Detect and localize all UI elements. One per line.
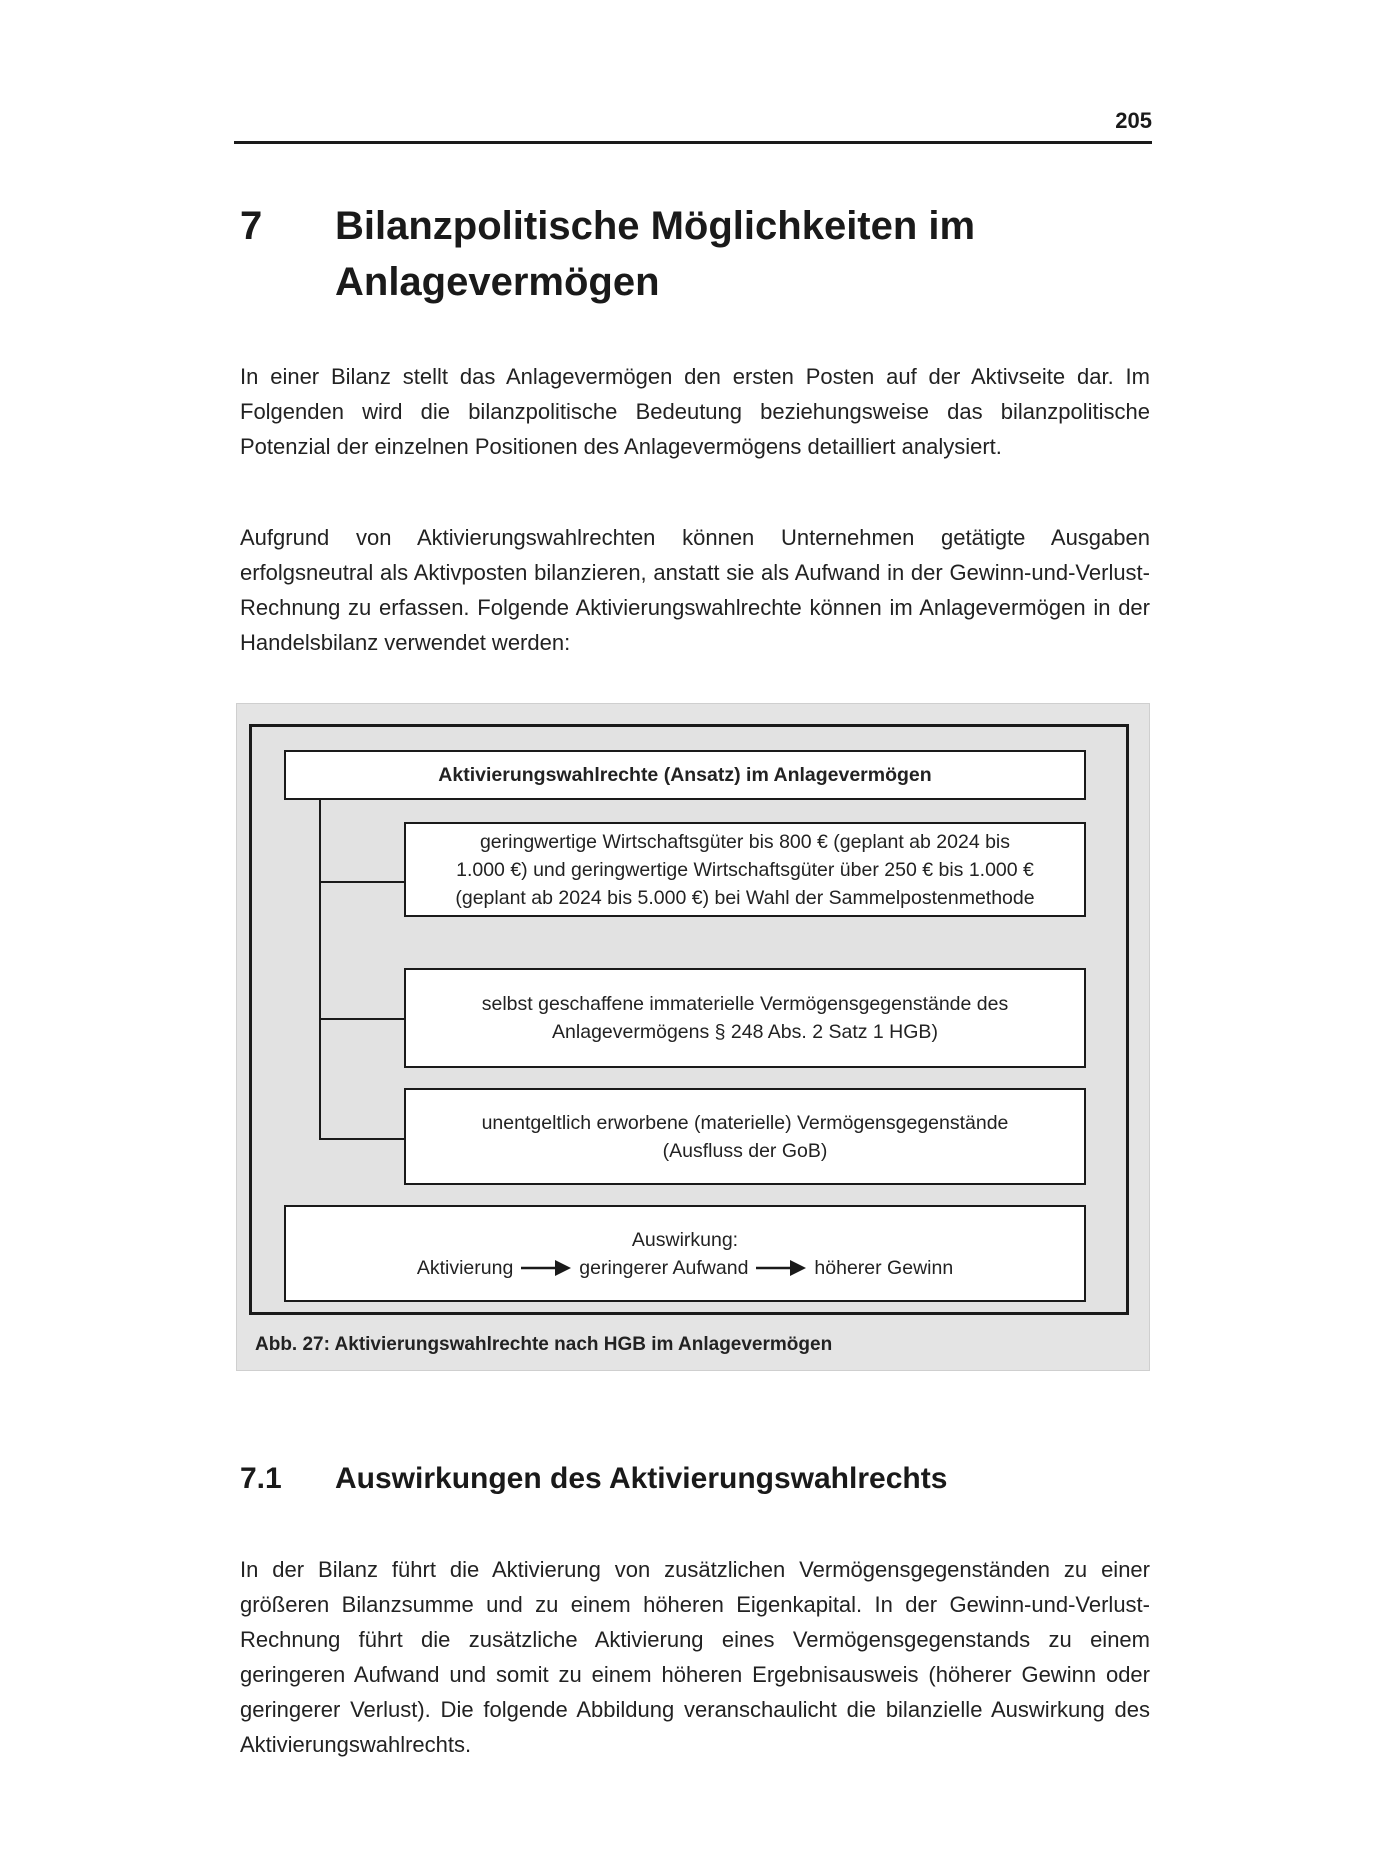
item-1-line-3: (geplant ab 2024 bis 5.000 €) bei Wahl der Sammelpostenmethode [455,886,1035,909]
effect-step-aufwand: geringerer Aufwand [579,1256,749,1279]
effect-box [284,1205,1086,1302]
item-3-line-2: (Ausfluss der GoB) [662,1139,828,1162]
item-box-gwg [404,822,1086,917]
chapter-number: 7 [240,204,263,248]
effect-step-aktivierung: Aktivierung [416,1256,514,1279]
figure-header-box: Aktivierungswahlrechte (Ansatz) im Anlagevermögen [284,750,1086,800]
item-3-line-1: unentgeltlich erworbene (materielle) Vermögensgegenstände [481,1111,1009,1134]
section-paragraph: In der Bilanz führt die Aktivierung von zusätzlichen Vermögensgegenständen zu einer größeren Bilanzsumme und zu einem höheren Eigenkapital. In der Gewinn-und-Verlust-Rechnung führt die zusätzliche Aktivierung eines Vermögensgegenstands zu einem geringeren Aufwand und somit zu einem höheren Ergebnisausweis (höherer Gewinn oder geringerer Verlust). Die folgende Abbildung veranschaulicht die bilanzielle Auswirkung des Aktivierungswahlrechts. [240,1557,1150,1757]
tree-trunk-line [319,800,321,1138]
intro-paragraph-1: In einer Bilanz stellt das Anlagevermögen den ersten Posten auf der Aktivseite dar. Im Folgenden wird die bilanzpolitische Bedeutung beziehungsweise das bilanzpolitische Potenzial der einzelnen Positionen des Anlagevermögens detailliert analysiert. [240,364,1150,459]
item-box-unentgeltlich [404,1088,1086,1185]
intro-paragraph-2: Aufgrund von Aktivierungswahlrechten können Unternehmen getätigte Ausgaben erfolgsneutral als Aktivposten bilanzieren, anstatt sie als Aufwand in der Gewinn-und-Verlust-Rechnung zu erfassen. Folgende Aktivierungswahlrechte können im Anlagevermögen in der Handelsbilanz verwendet werden: [240,525,1150,655]
effect-label: Auswirkung: [631,1228,739,1251]
arrow-right-icon [756,1259,806,1277]
header-rule [234,141,1152,144]
page-number: 205 [1115,108,1152,133]
item-1-line-1: geringwertige Wirtschaftsgüter bis 800 € (geplant ab 2024 bis [479,830,1011,853]
section-number: 7.1 [240,1462,282,1495]
figure-frame [249,724,1129,1315]
item-2-line-1: selbst geschaffene immaterielle Vermögensgegenstände des [481,993,1009,1015]
effect-step-gewinn: höherer Gewinn [814,1256,954,1279]
chapter-title [335,198,1135,310]
effect-chain [417,1254,953,1282]
item-1-line-2: 1.000 €) und geringwertige Wirtschaftsgüter über 250 € bis 1.000 € [456,858,1034,881]
figure-caption: Abb. 27: Aktivierungswahlrechte nach HGB im Anlagevermögen [255,1334,833,1355]
arrow-right-icon [521,1259,571,1277]
chapter-title-line-1: Bilanzpolitische Möglichkeiten im [335,204,976,248]
item-2-line-2: Anlagevermögens § 248 Abs. 2 Satz 1 HGB) [552,1021,938,1043]
item-box-immaterielle [404,968,1086,1068]
chapter-title-line-2: Anlagevermögen [335,260,660,304]
figure [236,703,1150,1371]
section-title: Auswirkungen des Aktivierungswahlrechts [335,1462,948,1495]
